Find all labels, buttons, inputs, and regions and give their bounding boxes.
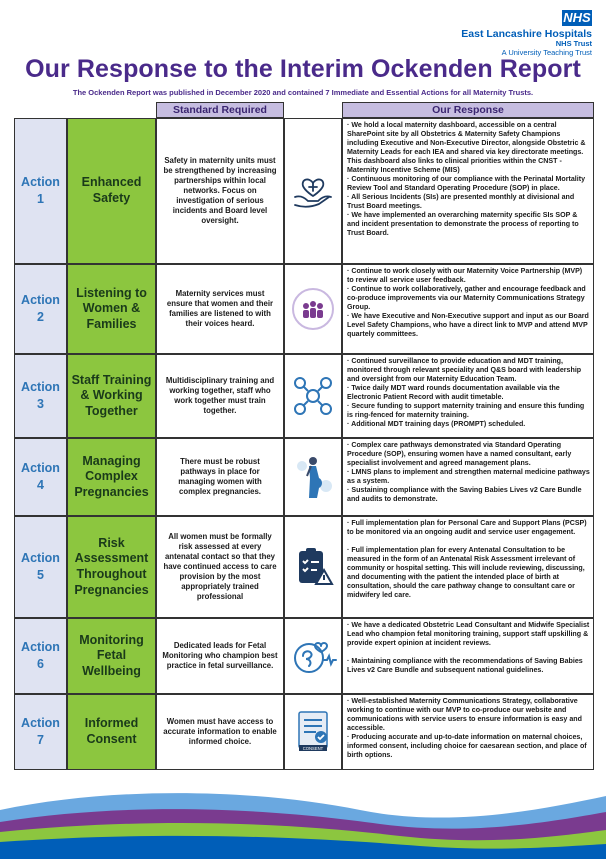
standard-text: Dedicated leads for Fetal Monitoring who champion best practice in fetal surveillance. [156, 618, 284, 694]
standard-text: Multidisciplinary training and working together, staff who work together must train together. [156, 354, 284, 438]
standard-text: Women must have access to accurate information to enable informed choice. [156, 694, 284, 770]
consent-form-icon [284, 694, 342, 770]
action-row-7 [14, 694, 594, 770]
column-header-response: Our Response [342, 102, 594, 118]
theme-label: Risk Assessment Throughout Pregnancies [67, 516, 156, 618]
fetal-heart-monitor-icon [284, 618, 342, 694]
column-header-standard: Standard Required [156, 102, 284, 118]
response-text: · We have a dedicated Obstetric Lead Consultant and Midwife Specialist Lead who champion fetal monitoring training, support staff upskilling & provide expert opinion at incident reviews. · Maintaining compliance with the recommendations of Saving Babies Lives v2 Care Bundle and subsequent national guidelines. [342, 618, 594, 694]
action-label: Action 5 [14, 516, 67, 618]
response-text: · Well-established Maternity Communications Strategy, collaborative working to continue with our MVP to co-produce our website and communications with service users to ensure information is easy and accessible. · Producing accurate and up-to-date information on maternal choices, informed consent, including choice for caesarean section, and place of birth options. [342, 694, 594, 770]
action-row-2 [14, 264, 594, 354]
svg-text:CONSENT: CONSENT [302, 746, 324, 751]
response-text: · Complex care pathways demonstrated via Standard Operating Procedure (SOP), ensuring women have a named consultant, early specialist involvement and agreed management plans. · LMNS plans to implement and strengthen maternal medicine pathways as a system. · Sustaining compliance with the Saving Babies Lives v2 Care Bundle and audits to demonstrate. [342, 438, 594, 516]
trust-tagline: A University Teaching Trust [501, 47, 592, 57]
pregnant-woman-icon [284, 438, 342, 516]
action-label: Action 2 [14, 264, 67, 354]
theme-label: Listening to Women & Families [67, 264, 156, 354]
theme-label: Informed Consent [67, 694, 156, 770]
trust-name: East Lancashire Hospitals [461, 28, 592, 40]
action-label: Action 4 [14, 438, 67, 516]
page-subtitle: The Ockenden Report was published in December 2020 and contained 7 Immediate and Essential Actions for all Maternity Trusts. [72, 88, 534, 97]
theme-label: Managing Complex Pregnancies [67, 438, 156, 516]
action-row-6 [14, 618, 594, 694]
action-label: Action 1 [14, 118, 67, 264]
theme-label: Staff Training & Working Together [67, 354, 156, 438]
action-label: Action 7 [14, 694, 67, 770]
standard-text: Maternity services must ensure that women and their families are listened to with their voices heard. [156, 264, 284, 354]
risk-clipboard-icon [284, 516, 342, 618]
response-text: · We hold a local maternity dashboard, accessible on a central SharePoint site by all Obstetrics & Maternity Safety Champions including Executive and Non-Executive Director, alongside Obstetric & Maternity Leads for each IEA and shared via key directorate meetings. This dashboard also links to clinical priorities within the CNST - Maternity Incentive Scheme (MIS) · Continuous monitoring of our compliance with the Perinatal Mortality Review Tool and Standard Operating Procedure (SOP) in place. · All Serious Incidents (SIs) are presented monthly at divisional and Trust Board meetings. · We have implemented an overarching maternity specific SIs SOP & and incident presentation to demonstrate the process of reporting to Trust Board. [342, 118, 594, 264]
response-text: · Continue to work closely with our Maternity Voice Partnership (MVP) to review all service user feedback. · Continue to work collaboratively, gather and encourage feedback and co-produce improvements via our Maternity Communications Strategy Group. · We have Executive and Non-Executive support and input as our Board Level Safety Champions, who have a direct link to MVP and attend MVP quartely committees. [342, 264, 594, 354]
action-label: Action 3 [14, 354, 67, 438]
theme-label: Monitoring Fetal Wellbeing [67, 618, 156, 694]
trust-name-block [461, 28, 592, 57]
action-row-5 [14, 516, 594, 618]
standard-text: All women must be formally risk assessed at every antenatal contact so that they have continued access to care provision by the most appropriately trained professional [156, 516, 284, 618]
action-row-1 [14, 118, 594, 264]
standard-text: There must be robust pathways in place for managing women with complex pregnancies. [156, 438, 284, 516]
heart-hands-icon [284, 118, 342, 264]
nhs-logo: NHS [563, 10, 591, 25]
decorative-wave-footer [0, 780, 606, 859]
action-row-4 [14, 438, 594, 516]
page-title: Our Response to the Interim Ockenden Report [25, 55, 581, 83]
response-text: · Full implementation plan for Personal Care and Support Plans (PCSP) to be monitored via an ongoing audit and service user engagement. · Full implementation plan for every Antenatal Consultation to be measured in the form of an Antenatal Risk Assessment irrelevant of community or hospital setting. This will include reviewing, discussing, and documenting with the patient the intended place of birth at consultation, should the care pathway change to consultant care or midwifery led care. [342, 516, 594, 618]
team-network-icon [284, 354, 342, 438]
response-text: · Continued surveillance to provide education and MDT training, monitored through relevant speciality and Q&S board with leadership and oversight from our Maternity Education Team. · Twice daily MDT ward rounds documentation available via the Electronic Patient Record with audit timetable. · Secure funding to support maternity training and ensure this funding is ring-fenced for maternity training. · Additional MDT training days (PROMPT) scheduled. [342, 354, 594, 438]
voices-partnership-icon [284, 264, 342, 354]
trust-type: NHS Trust [555, 39, 592, 49]
action-row-3 [14, 354, 594, 438]
action-label: Action 6 [14, 618, 67, 694]
theme-label: Enhanced Safety [67, 118, 156, 264]
standard-text: Safety in maternity units must be strengthened by increasing partnerships within local networks. Focus on investigation of serious incidents and Board level oversight. [156, 118, 284, 264]
